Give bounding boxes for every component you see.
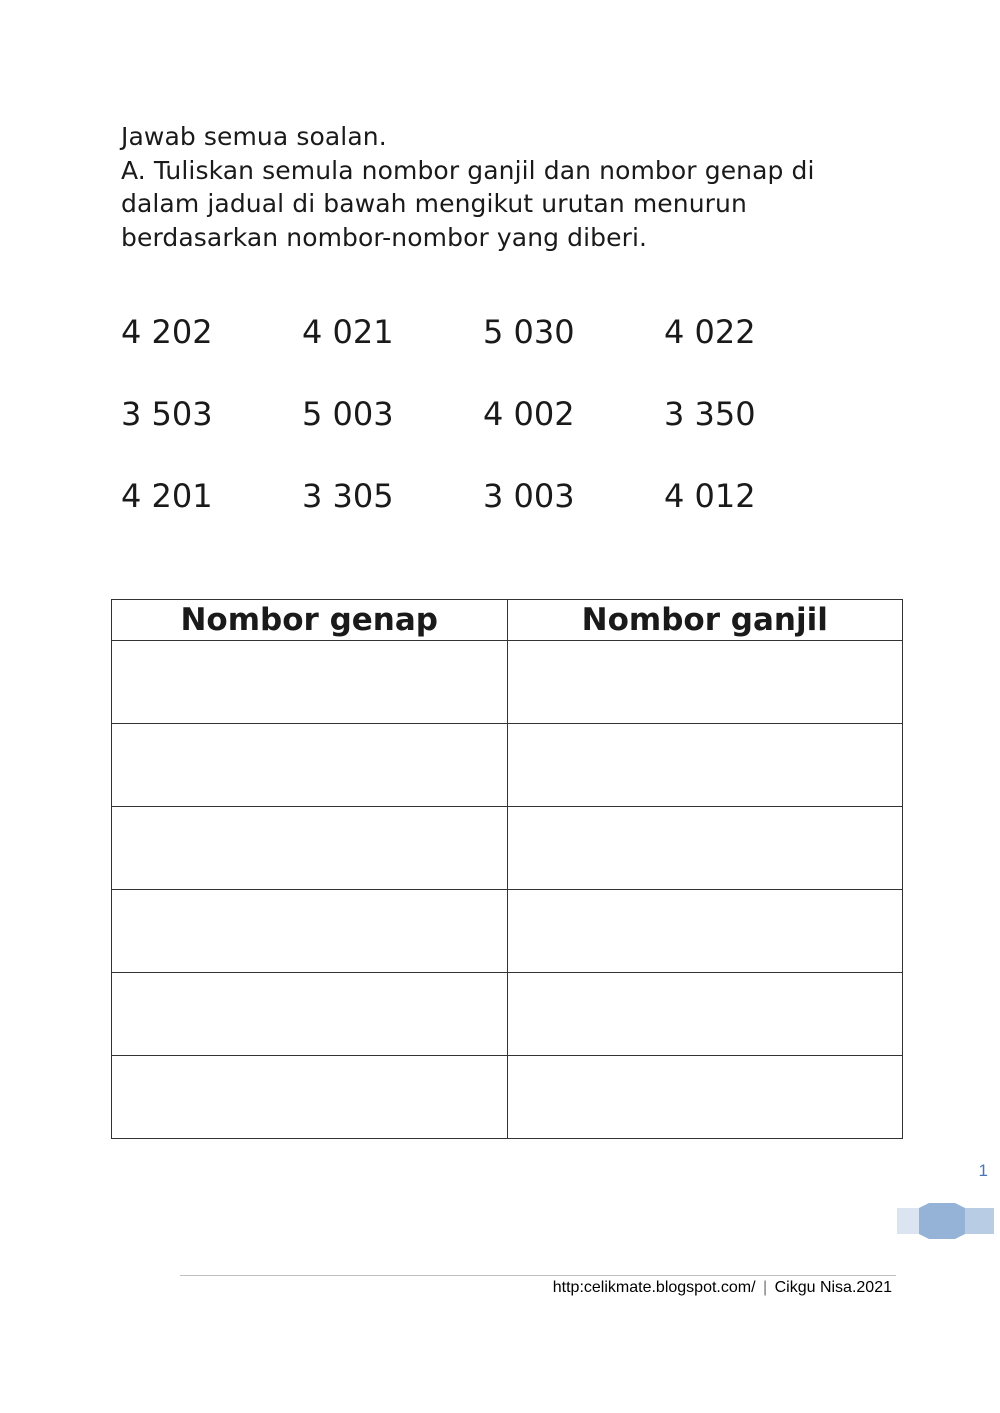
footer-divider [180,1275,896,1276]
number-row-1 [121,310,901,392]
table-row [112,807,903,890]
page-tab-center-shape [919,1203,965,1239]
answer-cell-odd[interactable] [507,641,903,724]
footer-credit: Cikgu Nisa.2021 [774,1279,892,1296]
instruction-line-1: Jawab semua soalan. [121,122,387,151]
table-row [112,890,903,973]
answer-table [111,599,903,1139]
number-item: 4 012 [664,477,756,515]
number-row-3 [121,474,901,556]
number-item: 4 202 [121,313,213,351]
number-item: 5 030 [483,313,575,351]
table-row [112,1056,903,1139]
answer-table-body [112,641,903,1139]
number-item: 4 002 [483,395,575,433]
number-item: 4 021 [302,313,394,351]
number-item: 3 305 [302,477,394,515]
instruction-line-2: A. Tuliskan semula nombor ganjil dan nombor genap di dalam jadual di bawah mengikut urutan menurun berdasarkan nombor-nombor yang diberi. [121,155,815,252]
page-number: 1 [978,1161,988,1180]
answer-cell-odd[interactable] [507,724,903,807]
answer-cell-odd[interactable] [507,807,903,890]
answer-cell-even[interactable] [112,890,508,973]
answer-cell-even[interactable] [112,724,508,807]
header-odd-numbers: Nombor ganjil [507,600,903,641]
table-row [112,973,903,1056]
number-row-2 [121,392,901,474]
number-item: 3 350 [664,395,756,433]
page-tab-decoration [897,1203,994,1239]
number-grid [121,310,901,556]
table-header-row [112,600,903,641]
number-item: 3 003 [483,477,575,515]
number-item: 4 022 [664,313,756,351]
number-item: 4 201 [121,477,213,515]
table-row [112,724,903,807]
header-even-numbers: Nombor genap [112,600,508,641]
answer-cell-odd[interactable] [507,1056,903,1139]
footer-url[interactable]: http:celikmate.blogspot.com/ [552,1279,756,1296]
page-tab-left-block [897,1208,919,1234]
instructions [121,120,861,254]
answer-cell-even[interactable] [112,1056,508,1139]
footer [553,1279,892,1297]
footer-separator: | [762,1279,768,1296]
answer-cell-even[interactable] [112,807,508,890]
answer-cell-odd[interactable] [507,973,903,1056]
table-row [112,641,903,724]
answer-cell-even[interactable] [112,641,508,724]
answer-cell-odd[interactable] [507,890,903,973]
answer-cell-even[interactable] [112,973,508,1056]
number-item: 3 503 [121,395,213,433]
number-item: 5 003 [302,395,394,433]
page-tab-right-block [965,1208,994,1234]
